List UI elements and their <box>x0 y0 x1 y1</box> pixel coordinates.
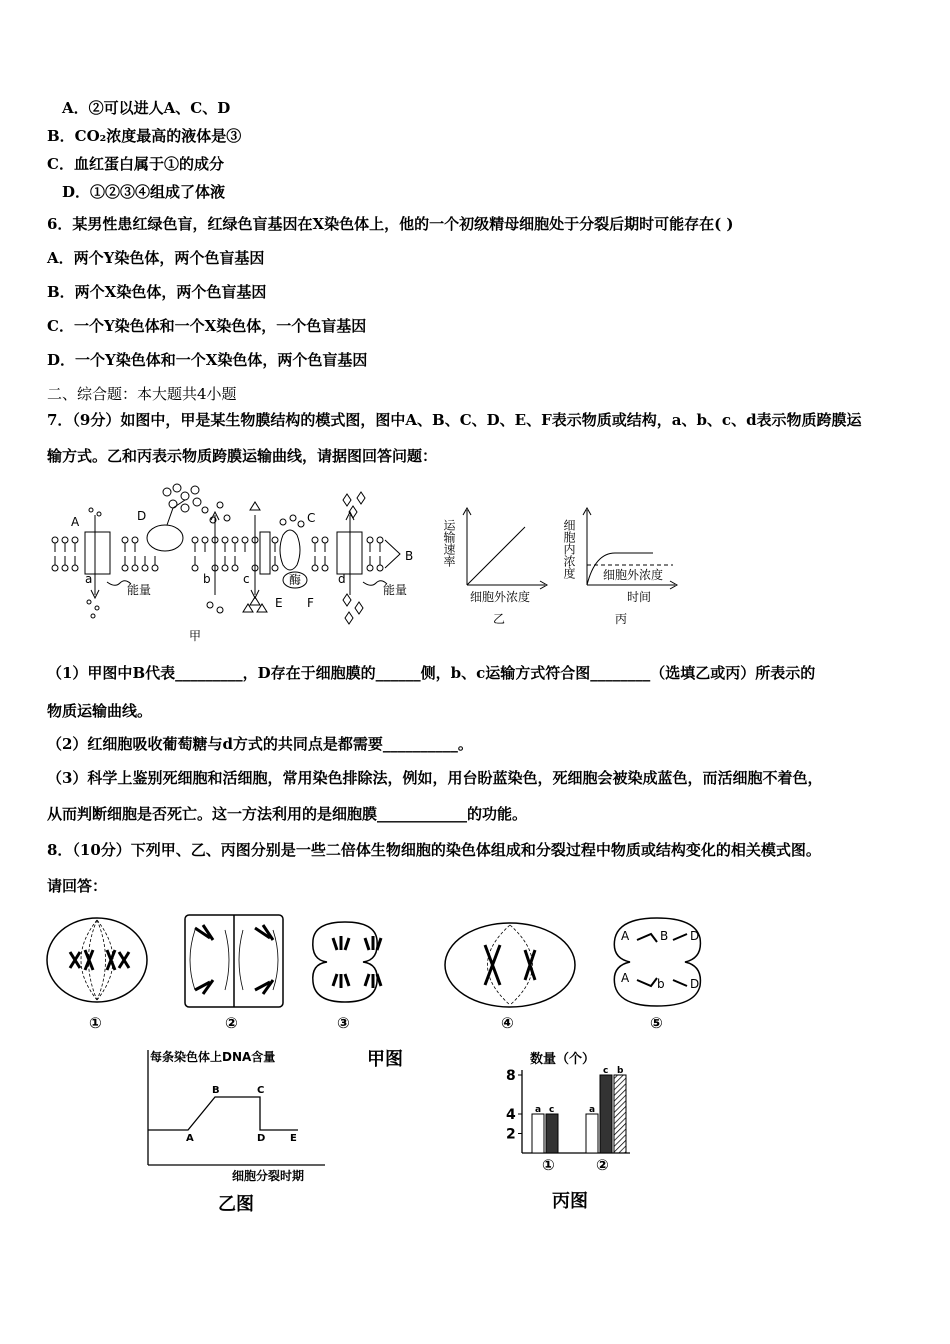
yi-ylabel: 运输速率 <box>442 519 456 567</box>
bar-label-b-2: b <box>617 1066 624 1076</box>
cell5-letter-5: b <box>657 977 665 991</box>
yi-caption: 乙 <box>493 612 506 626</box>
section-heading: 二、综合题：本大题共4小题 <box>47 385 237 403</box>
bing-category-1: ① <box>542 1156 555 1174</box>
q7-sub3-line2: 从而判断细胞是否死亡。这一方法利用的是细胞膜____________的功能。 <box>47 805 528 823</box>
label-a-struct: A <box>71 515 80 529</box>
protein-a <box>85 532 110 574</box>
bar-chart-bing <box>500 1045 660 1220</box>
label-d-struct: D <box>137 509 147 523</box>
q5-option-b: B．CO₂浓度最高的液体是③ <box>47 127 242 145</box>
bing-dashed-label: 细胞外浓度 <box>603 568 664 582</box>
label-c-mode: c <box>243 572 250 586</box>
label-d-mode: d <box>338 572 346 586</box>
label-b-struct: B <box>405 549 414 563</box>
phospholipid-bottom-row <box>52 556 383 571</box>
q6-option-b: B．两个X染色体，两个色盲基因 <box>47 283 267 301</box>
yi-line <box>467 527 525 585</box>
q8-prompt: 请回答： <box>47 877 108 895</box>
label-f: F <box>307 596 314 610</box>
jia-caption: 甲 <box>189 629 202 643</box>
bing-category-2: ② <box>596 1156 609 1174</box>
cell5-letter-6: D <box>690 977 700 991</box>
cell5-letter-4: A <box>621 971 630 985</box>
bar-label-c-1: c <box>549 1105 555 1115</box>
bar-a-2 <box>586 1114 598 1153</box>
cell-label-2: ② <box>225 1014 238 1032</box>
glycoprotein-d <box>147 525 183 551</box>
q6-option-c: C．一个Y染色体和一个X染色体，一个色盲基因 <box>47 317 367 335</box>
cell-3 <box>313 922 377 1002</box>
y-tick-label-2: 2 <box>506 1126 516 1143</box>
q7-stem-line1: 7．（9分）如图中，甲是某生物膜结构的模式图，图中A、B、C、D、E、F表示物质或结构，a、b、c、d表示物质跨膜运 <box>47 411 862 429</box>
q7-sub2: （2）红细胞吸收葡萄糖与d方式的共同点是都需要__________。 <box>47 735 473 753</box>
dna-ylabel: 每条染色体上DNA含量 <box>150 1050 276 1064</box>
q7-sub1-line1: （1）甲图中B代表_________，D存在于细胞膜的______侧，b、c运输方式符合图________（选填乙或丙）所表示的 <box>47 664 816 682</box>
bar-c-2 <box>600 1075 612 1153</box>
dna-xlabel: 细胞分裂时期 <box>232 1169 305 1183</box>
cell-label-1: ① <box>89 1014 102 1032</box>
cell-label-3: ③ <box>337 1014 350 1032</box>
bar-a-1 <box>532 1114 544 1153</box>
point-b: B <box>212 1085 220 1096</box>
bar-label-c-2: c <box>603 1066 609 1076</box>
bing-ylabel: 细胞内浓度 <box>562 519 576 579</box>
yi-tu-caption: 乙图 <box>218 1194 254 1215</box>
energy-label-left: 能量 <box>127 583 152 597</box>
bar-label-a-2: a <box>589 1105 596 1115</box>
q6-stem: 6．某男性患红绿色盲，红绿色盲基因在X染色体上，他的一个初级精母细胞处于分裂后期时可能存在( ) <box>47 215 734 233</box>
point-c: C <box>257 1085 265 1096</box>
q5-option-c: C．血红蛋白属于①的成分 <box>47 155 224 173</box>
phospholipid-top-row <box>52 537 383 552</box>
q5-option-a: A．②可以进人A、C、D <box>62 99 231 117</box>
cell-4 <box>445 923 575 1007</box>
y-tick-label-4: 4 <box>506 1107 516 1123</box>
q7-sub3-line1: （3）科学上鉴别死细胞和活细胞，常用染色排除法，例如，用台盼蓝染色，死细胞会被染成蓝色，而活细胞不着色， <box>47 769 823 787</box>
q5-option-d: D．①②③④组成了体液 <box>62 183 226 201</box>
q7-stem-line2: 输方式。乙和丙表示物质跨膜运输曲线，请据图回答问题： <box>47 447 438 465</box>
q6-option-a: A．两个Y染色体，两个色盲基因 <box>47 249 265 267</box>
carrier-protein <box>280 530 300 570</box>
bing-xlabel: 时间 <box>627 590 652 604</box>
point-a: A <box>186 1133 194 1144</box>
energy-label-right: 能量 <box>383 583 408 597</box>
label-a-mode: a <box>85 572 93 586</box>
yi-xlabel: 细胞外浓度 <box>470 590 531 604</box>
bar-c-1 <box>546 1114 558 1153</box>
bing-caption: 丙 <box>615 612 628 626</box>
q6-option-d: D．一个Y染色体和一个X染色体，两个色盲基因 <box>47 351 368 369</box>
point-e: E <box>290 1133 297 1144</box>
label-c-struct: C <box>307 511 316 525</box>
bar-b-2 <box>614 1075 626 1153</box>
graph-dna-content <box>140 1045 340 1220</box>
point-d: D <box>257 1133 266 1144</box>
q8-stem: 8．（10分）下列甲、乙、丙图分别是一些二倍体生物细胞的染色体组成和分裂过程中物质或结构变化的相关模式图。 <box>47 841 821 859</box>
bar-label-a-1: a <box>535 1105 542 1115</box>
enzyme-label: 酶 <box>289 573 302 587</box>
label-b-mode: b <box>203 572 211 586</box>
dna-curve <box>148 1097 298 1130</box>
bing-chart-ylabel: 数量（个） <box>530 1052 596 1067</box>
label-e: E <box>275 596 283 610</box>
jia-tu-caption: 甲图 <box>367 1049 403 1070</box>
graph-yi <box>442 505 555 630</box>
bing-tu-caption: 丙图 <box>552 1191 588 1212</box>
q7-sub1-line2: 物质运输曲线。 <box>47 702 153 720</box>
cell-1 <box>47 918 147 1002</box>
cell5-letter-2: B <box>660 929 669 943</box>
cell-label-5: ⑤ <box>650 1014 663 1032</box>
y-tick-label-8: 8 <box>506 1068 516 1084</box>
graph-bing <box>562 505 685 630</box>
cell5-letter-3: D <box>690 929 700 943</box>
cell5-letter-1: A <box>621 929 630 943</box>
membrane-diagram <box>45 480 435 645</box>
cell-label-4: ④ <box>501 1014 514 1032</box>
